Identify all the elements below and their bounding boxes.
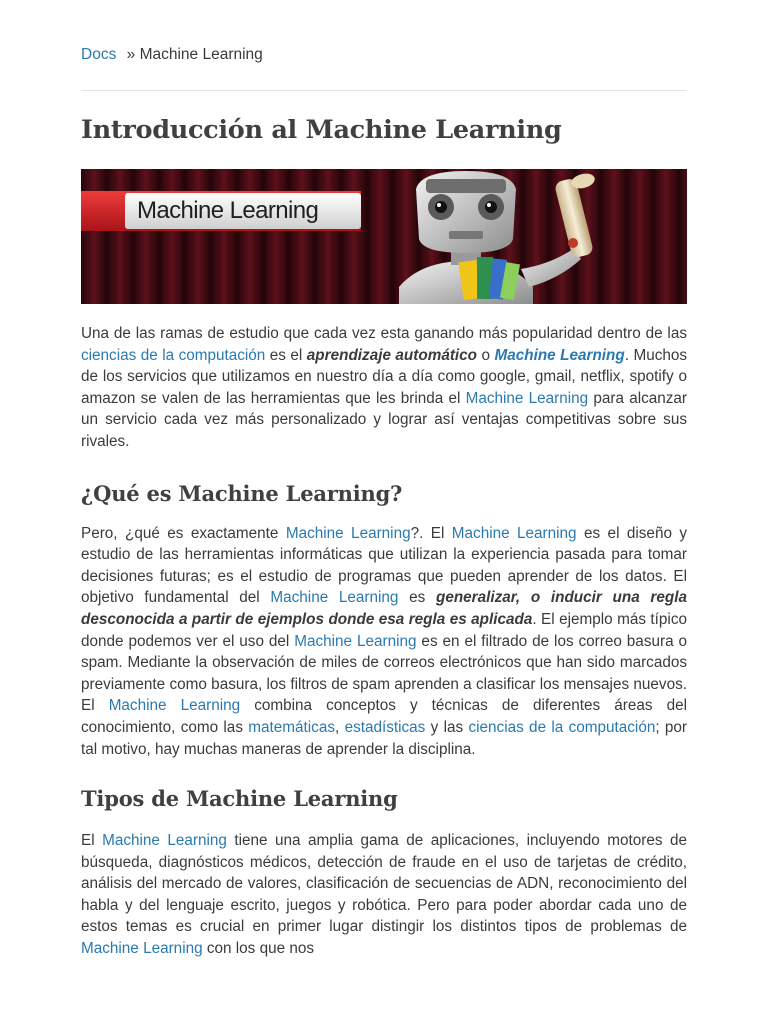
que-es-paragraph: Pero, ¿qué es exactamente Machine Learning?. El Machine Learning es el diseño y estudio de las herramientas informáticas que utilizan la experiencia pasada para tomar decisiones futuras; es el estudio de programas que pueden aprender de los datos. El objetivo fundamental del Machine Learning es generalizar, o inducir una regla desconocida a partir de ejemplos donde esa regla es aplicada. El ejemplo más típico donde podemos ver el uso del Machine Learning es en el filtrado de los correo basura o spam. Mediante la observación de miles de correos electrónicos que han sido marcados previamente como basura, los filtros de spam aprenden a clasificar los mensajes nuevos. El Machine Learning combina conceptos y técnicas de diferentes áreas del conocimiento, como las matemáticas, estadísticas y las ciencias de la computación; por tal motivo, hay muchas maneras de aprender la disciplina. [81,524,688,758]
tipos-paragraph: El Machine Learning tiene una amplia gama de aplicaciones, incluyendo motores de búsqueda, diagnósticos médicos, detección de fraude en el uso de tarjetas de crédito, análisis del mercado de valores, clasificación de secuencias de ADN, reconocimiento del habla y del lenguaje escrito, juegos y robótica. Pero para poder abordar cada uno de estos temas es crucial en primer lugar distingir los distintos tipos de problemas de Machine Learning con los que nos [81,832,687,958]
banner-label: Machine Learning [137,197,319,224]
link-machine-learning[interactable]: Machine Learning [81,940,203,958]
link-machine-learning[interactable]: Machine Learning [465,389,589,407]
link-estadisticas[interactable]: estadísticas [344,718,426,736]
link-machine-learning-bold[interactable]: Machine Learning [494,346,625,364]
link-machine-learning[interactable]: Machine Learning [270,589,399,607]
breadcrumb-divider [81,90,687,91]
link-machine-learning[interactable]: Machine Learning [108,697,241,715]
link-machine-learning[interactable]: Machine Learning [451,524,577,542]
section-heading-que-es: ¿Qué es Machine Learning? [81,480,403,506]
link-machine-learning[interactable]: Machine Learning [102,832,227,850]
section-heading-tipos: Tipos de Machine Learning [81,786,398,812]
link-ciencias-computacion[interactable]: ciencias de la computación [468,718,656,736]
breadcrumb-docs-link[interactable]: Docs [81,46,117,63]
page-title: Introducción al Machine Learning [81,115,562,145]
machine-learning-banner-image [81,169,687,304]
breadcrumb-separator: » [126,46,136,63]
breadcrumb-current: Machine Learning [139,46,263,63]
document-page [81,0,687,960]
link-machine-learning[interactable]: Machine Learning [294,632,417,650]
link-machine-learning[interactable]: Machine Learning [285,524,411,542]
link-matematicas[interactable]: matemáticas [248,718,335,736]
link-ciencias-computacion[interactable]: ciencias de la computación [81,346,266,364]
intro-paragraph: Una de las ramas de estudio que cada vez esta ganando más popularidad dentro de las ciencias de la computación es el aprendizaje automático o Machine Learning. Muchos de los servicios que utilizamos en nuestro día a día como google, gmail, netflix, spotify o amazon se valen de las herramientas que les brinda el Machine Learning para alcanzar un servicio cada vez más personalizado y lograr así ventajas competitivas sobre sus rivales. [81,325,688,450]
breadcrumb [81,44,687,66]
